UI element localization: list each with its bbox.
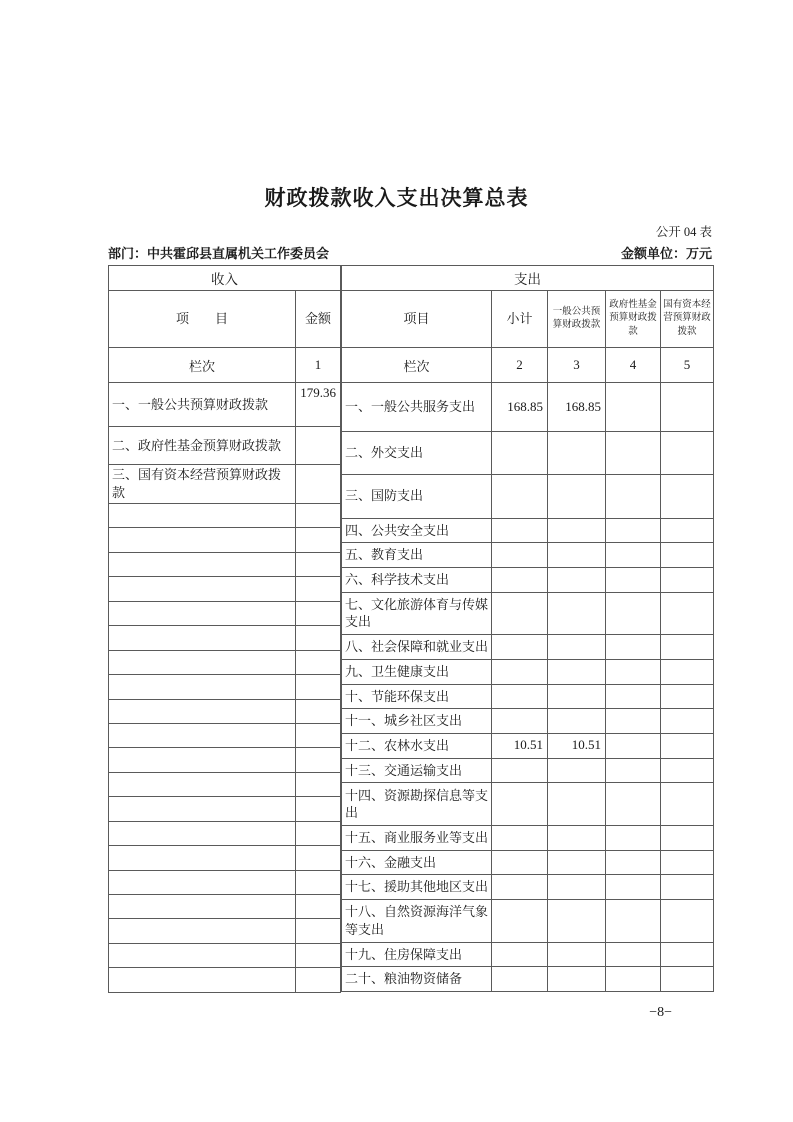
expenditure-statecapital-cell [661,967,714,992]
expenditure-item-cell: 十四、资源勘探信息等支出 [342,783,492,826]
expenditure-general-cell: 168.85 [548,383,606,432]
expenditure-item-cell: 二、外交支出 [342,432,492,475]
expenditure-general-cell [548,783,606,826]
expenditure-general-cell [548,659,606,684]
form-code: 公开 04 表 [655,225,712,239]
expenditure-general-cell [548,758,606,783]
meta-block [108,222,712,262]
income-item-cell: 二、政府性基金预算财政拨款 [109,427,296,465]
expenditure-subtotal-cell [492,684,548,709]
expenditure-govfund-cell [606,518,661,543]
expenditure-statecapital-cell [661,875,714,900]
income-item-cell [109,968,296,992]
income-table-row [109,943,341,967]
expenditure-govfund-cell [606,967,661,992]
expenditure-general-cell [548,684,606,709]
income-item-cell [109,577,296,601]
expenditure-item-cell: 十八、自然资源海洋气象等支出 [342,899,492,942]
income-item-cell [109,797,296,821]
income-amount-cell [296,846,341,870]
expenditure-table-row [342,709,714,734]
income-amount-cell [296,465,341,504]
expenditure-statecapital-cell [661,474,714,518]
income-amount-cell [296,943,341,967]
income-table-row [109,675,341,699]
expenditure-govfund-cell [606,567,661,592]
expenditure-govfund-cell [606,825,661,850]
expenditure-govfund-cell [606,635,661,660]
income-amount-cell [296,528,341,552]
income-table-row [109,626,341,650]
expenditure-item-cell: 七、文化旅游体育与传媒支出 [342,592,492,635]
income-table-row [109,577,341,601]
income-item-cell [109,895,296,919]
expenditure-govfund-cell [606,850,661,875]
income-table-row [109,821,341,845]
income-item-cell: 一、一般公共预算财政拨款 [109,383,296,427]
income-item-header: 项 目 [109,291,296,348]
expenditure-table-row [342,432,714,475]
income-amount-cell [296,895,341,919]
expenditure-general-cell [548,709,606,734]
expenditure-table-row [342,783,714,826]
expenditure-statecapital-cell [661,432,714,475]
expenditure-general-cell [548,474,606,518]
expenditure-subtotal-cell [492,567,548,592]
income-item-cell [109,943,296,967]
expenditure-table-row [342,684,714,709]
income-item-cell [109,723,296,747]
expenditure-statecapital-cell [661,850,714,875]
income-table-row [109,650,341,674]
expenditure-subtotal-cell [492,543,548,568]
expenditure-item-cell: 二十、粮油物资储备 [342,967,492,992]
expenditure-govfund-cell [606,783,661,826]
expenditure-govfund-cell [606,543,661,568]
expenditure-table-row [342,967,714,992]
income-table-row [109,465,341,504]
income-amount-cell [296,870,341,894]
income-amount-header: 金额 [296,291,341,348]
income-item-cell [109,650,296,674]
expenditure-statecapital-cell [661,942,714,967]
expenditure-statecapital-cell [661,635,714,660]
income-header-row [109,291,341,348]
expenditure-item-cell: 三、国防支出 [342,474,492,518]
expenditure-general-cell [548,899,606,942]
income-section-title: 收入 [109,266,341,291]
income-item-cell [109,919,296,943]
income-table-row [109,870,341,894]
income-item-cell [109,626,296,650]
income-amount-cell [296,601,341,625]
expenditure-item-header: 项目 [342,291,492,348]
expenditure-item-cell: 十二、农林水支出 [342,733,492,758]
expenditure-govfund-cell [606,383,661,432]
expenditure-subtotal-cell [492,758,548,783]
expenditure-statecapital-header: 国有资本经营预算财政拨款 [661,291,714,348]
expenditure-body [342,383,714,992]
income-section-row [109,266,341,291]
income-amount-cell [296,821,341,845]
expenditure-general-cell [548,432,606,475]
expenditure-item-cell: 十三、交通运输支出 [342,758,492,783]
expenditure-subtotal-cell [492,659,548,684]
income-table-row [109,797,341,821]
expenditure-govfund-cell [606,432,661,475]
expenditure-header-row [342,291,714,348]
income-amount-cell [296,699,341,723]
income-lane-row [109,348,341,383]
expenditure-table-row [342,518,714,543]
expenditure-statecapital-cell [661,709,714,734]
income-table-row [109,748,341,772]
expenditure-subtotal-cell [492,899,548,942]
expenditure-item-cell: 十、节能环保支出 [342,684,492,709]
expenditure-table-row [342,592,714,635]
income-item-cell: 三、国有资本经营预算财政拨款 [109,465,296,504]
expenditure-section-title: 支出 [342,266,714,291]
expenditure-lane-4: 4 [606,348,661,383]
expenditure-govfund-header: 政府性基金预算财政拨款 [606,291,661,348]
expenditure-subtotal-cell [492,432,548,475]
income-amount-cell [296,577,341,601]
expenditure-subtotal-cell [492,709,548,734]
expenditure-lane-row [342,348,714,383]
expenditure-subtotal-cell [492,592,548,635]
expenditure-govfund-cell [606,875,661,900]
expenditure-statecapital-cell [661,899,714,942]
income-table-row [109,846,341,870]
income-amount-cell [296,675,341,699]
expenditure-govfund-cell [606,899,661,942]
expenditure-lane-label: 栏次 [342,348,492,383]
department-label: 部门：中共霍邱县直属机关工作委员会 [108,246,330,261]
income-header [109,266,341,383]
income-table-row [109,772,341,796]
expenditure-item-cell: 一、一般公共服务支出 [342,383,492,432]
income-item-cell [109,675,296,699]
page-title: 财政拨款收入支出决算总表 [264,186,529,210]
expenditure-table-row [342,659,714,684]
income-item-cell [109,504,296,528]
expenditure-general-cell [548,875,606,900]
expenditure-table-row [342,942,714,967]
expenditure-subtotal-cell [492,635,548,660]
income-table-row [109,895,341,919]
expenditure-item-cell: 四、公共安全支出 [342,518,492,543]
expenditure-subtotal-header: 小计 [492,291,548,348]
expenditure-subtotal-cell [492,875,548,900]
income-amount-cell [296,650,341,674]
expenditure-general-cell [548,825,606,850]
income-table-row [109,601,341,625]
unit-label: 金额单位：万元 [620,246,712,261]
expenditure-subtotal-cell [492,474,548,518]
expenditure-item-cell: 十七、援助其他地区支出 [342,875,492,900]
income-amount-cell [296,919,341,943]
expenditure-table-row [342,383,714,432]
expenditure-subtotal-cell: 168.85 [492,383,548,432]
income-item-cell [109,772,296,796]
expenditure-general-cell [548,850,606,875]
expenditure-statecapital-cell [661,684,714,709]
expenditure-general-cell [548,543,606,568]
income-amount-cell [296,968,341,992]
income-amount-cell [296,797,341,821]
expenditure-lane-2: 2 [492,348,548,383]
income-amount-cell [296,772,341,796]
income-lane-label: 栏次 [109,348,296,383]
expenditure-govfund-cell [606,942,661,967]
income-table-row [109,919,341,943]
expenditure-govfund-cell [606,592,661,635]
expenditure-subtotal-cell [492,850,548,875]
expenditure-general-cell [548,635,606,660]
expenditure-lane-3: 3 [548,348,606,383]
income-table-row [109,504,341,528]
income-amount-cell [296,723,341,747]
income-item-cell [109,552,296,576]
expenditure-header [342,266,714,383]
income-table-row [109,528,341,552]
summary-table [108,265,712,993]
expenditure-general-cell [548,567,606,592]
expenditure-govfund-cell [606,684,661,709]
expenditure-statecapital-cell [661,518,714,543]
expenditure-table-row [342,567,714,592]
income-lane-1: 1 [296,348,341,383]
income-table [108,265,341,993]
income-body [109,383,341,993]
expenditure-table-row [342,875,714,900]
expenditure-table-row [342,850,714,875]
expenditure-statecapital-cell [661,825,714,850]
expenditure-table-row [342,635,714,660]
income-item-cell [109,601,296,625]
expenditure-lane-5: 5 [661,348,714,383]
expenditure-subtotal-cell [492,967,548,992]
income-amount-cell [296,748,341,772]
income-item-cell [109,870,296,894]
expenditure-statecapital-cell [661,783,714,826]
expenditure-statecapital-cell [661,567,714,592]
expenditure-general-cell [548,518,606,543]
income-amount-cell [296,427,341,465]
income-table-row [109,968,341,992]
expenditure-table-row [342,758,714,783]
expenditure-statecapital-cell [661,758,714,783]
income-table-row [109,427,341,465]
expenditure-table [341,265,714,992]
income-table-row [109,699,341,723]
expenditure-table-row [342,474,714,518]
income-item-cell [109,528,296,552]
expenditure-item-cell: 十六、金融支出 [342,850,492,875]
expenditure-govfund-cell [606,709,661,734]
expenditure-subtotal-cell [492,942,548,967]
income-table-row [109,383,341,427]
meta-line [108,243,712,262]
expenditure-statecapital-cell [661,733,714,758]
expenditure-item-cell: 十五、商业服务业等支出 [342,825,492,850]
expenditure-subtotal-cell [492,783,548,826]
income-table-row [109,552,341,576]
income-amount-cell: 179.36 [296,383,341,427]
expenditure-subtotal-cell: 10.51 [492,733,548,758]
expenditure-govfund-cell [606,659,661,684]
expenditure-item-cell: 六、科学技术支出 [342,567,492,592]
expenditure-table-row [342,825,714,850]
expenditure-general-header: 一般公共预算财政拨款 [548,291,606,348]
income-amount-cell [296,504,341,528]
expenditure-table-row [342,733,714,758]
expenditure-subtotal-cell [492,825,548,850]
expenditure-item-cell: 十九、住房保障支出 [342,942,492,967]
income-item-cell [109,846,296,870]
expenditure-general-cell [548,967,606,992]
income-table-row [109,723,341,747]
expenditure-table-row [342,543,714,568]
expenditure-subtotal-cell [492,518,548,543]
expenditure-statecapital-cell [661,543,714,568]
expenditure-statecapital-cell [661,383,714,432]
expenditure-section-row [342,266,714,291]
expenditure-item-cell: 十一、城乡社区支出 [342,709,492,734]
income-item-cell [109,699,296,723]
expenditure-general-cell [548,592,606,635]
income-amount-cell [296,552,341,576]
expenditure-govfund-cell [606,474,661,518]
expenditure-table-row [342,899,714,942]
expenditure-general-cell [548,942,606,967]
expenditure-statecapital-cell [661,659,714,684]
income-amount-cell [296,626,341,650]
expenditure-govfund-cell [606,758,661,783]
page-number: −8− [649,1004,672,1020]
expenditure-general-cell: 10.51 [548,733,606,758]
expenditure-item-cell: 九、卫生健康支出 [342,659,492,684]
expenditure-govfund-cell [606,733,661,758]
expenditure-item-cell: 五、教育支出 [342,543,492,568]
expenditure-item-cell: 八、社会保障和就业支出 [342,635,492,660]
income-item-cell [109,748,296,772]
expenditure-statecapital-cell [661,592,714,635]
income-item-cell [109,821,296,845]
